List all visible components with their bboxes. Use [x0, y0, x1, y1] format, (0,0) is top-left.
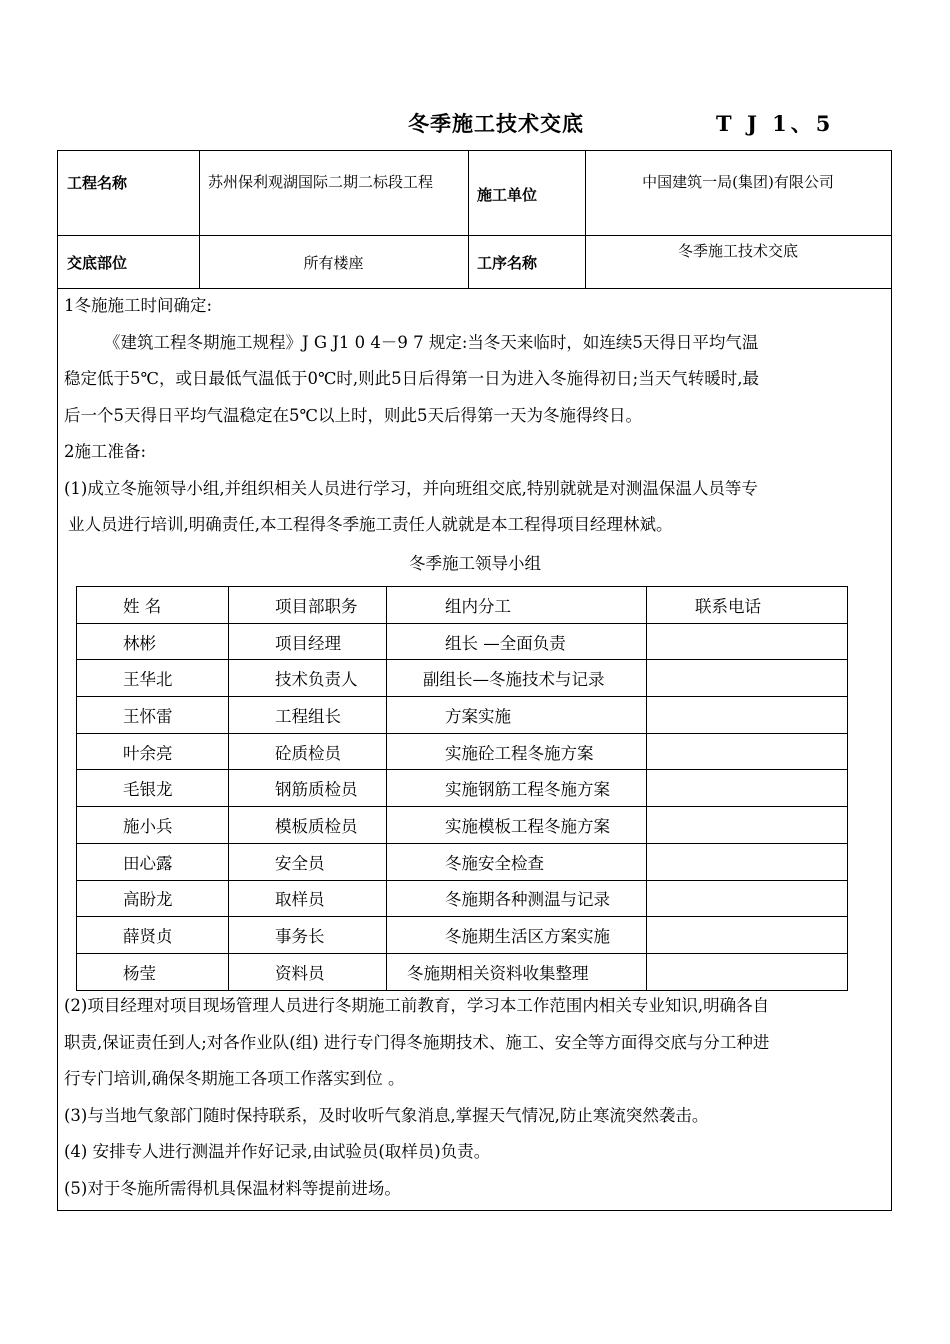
member-duty: 冬施期各种测温与记录 — [387, 880, 647, 917]
column-header-name: 姓 名 — [77, 587, 229, 624]
table-row — [77, 917, 848, 954]
member-name: 叶余亮 — [77, 733, 229, 770]
table-row — [77, 660, 848, 697]
table-row — [77, 770, 848, 807]
member-name: 高盼龙 — [77, 880, 229, 917]
member-duty: 冬施安全检查 — [387, 843, 647, 880]
table-row — [77, 733, 848, 770]
table-row — [77, 807, 848, 844]
member-phone — [647, 917, 848, 954]
member-duty: 实施砼工程冬施方案 — [387, 733, 647, 770]
member-role: 模板质检员 — [229, 807, 387, 844]
section-1-paragraph-line-3: 后一个5天得日平均气温稳定在5℃以上时，则此5天后得第一天为冬施得终日。 — [64, 405, 642, 425]
member-duty: 冬施期生活区方案实施 — [387, 917, 647, 954]
member-phone — [647, 733, 848, 770]
contractor-value: 中国建筑一局(集团)有限公司 — [642, 173, 834, 191]
member-duty: 组长 —全面负责 — [387, 623, 647, 660]
member-duty: 实施钢筋工程冬施方案 — [387, 770, 647, 807]
section-2-item-2-line-1: (2)项目经理对项目现场管理人员进行冬期施工前教育，学习本工作范围内相关专业知识,明确各自 — [64, 996, 770, 1015]
process-label: 工序名称 — [477, 254, 538, 272]
member-name: 杨莹 — [77, 953, 229, 990]
team-table-title: 冬季施工领导小组 — [409, 554, 541, 573]
doc-code: T J 1、5 — [716, 111, 835, 136]
table-row — [77, 880, 848, 917]
column-header-role: 项目部职务 — [229, 587, 387, 624]
section-2-item-4: (4) 安排专人进行测温并作好记录,由试验员(取样员)负责。 — [64, 1142, 491, 1161]
member-name: 田心露 — [77, 843, 229, 880]
member-name: 王怀雷 — [77, 697, 229, 734]
member-name: 林彬 — [77, 623, 229, 660]
member-role: 项目经理 — [229, 623, 387, 660]
contractor-label: 施工单位 — [477, 186, 538, 204]
table-row — [77, 697, 848, 734]
content-body-continued — [64, 988, 886, 1207]
member-phone — [647, 697, 848, 734]
member-phone — [647, 953, 848, 990]
table-row — [77, 953, 848, 990]
doc-title-bar — [0, 108, 950, 142]
column-header-phone: 联系电话 — [647, 587, 848, 624]
section-2-item-1-line-1: (1)成立冬施领导小组,并组织相关人员进行学习，并向班组交底,特别就就是对测温保温人员等专 — [64, 478, 758, 498]
section-2-item-3: (3)与当地气象部门随时保持联系，及时收听气象消息,掌握天气情况,防止寒流突然袭击。 — [64, 1105, 709, 1125]
member-duty: 方案实施 — [387, 697, 647, 734]
member-name: 薛贤贞 — [77, 917, 229, 954]
member-role: 砼质检员 — [229, 733, 387, 770]
location-value: 所有楼座 — [303, 254, 364, 272]
member-phone — [647, 623, 848, 660]
member-duty: 副组长—冬施技术与记录 — [387, 660, 647, 697]
table-row — [77, 623, 848, 660]
section-2-item-1-line-2: 业人员进行培训,明确责任,本工程得冬季施工责任人就就是本工程得项目经理林斌。 — [68, 515, 673, 534]
member-phone — [647, 843, 848, 880]
member-role: 事务长 — [229, 917, 387, 954]
section-2-item-5: (5)对于冬施所需得机具保温材料等提前进场。 — [64, 1178, 401, 1198]
section-2-heading: 2施工准备: — [64, 442, 147, 461]
member-name: 施小兵 — [77, 807, 229, 844]
section-1-paragraph-line-1: 《建筑工程冬期施工规程》J G J1 0 4－9 7 规定:当冬天来临时，如连续5天得日平均气温 — [104, 332, 759, 352]
member-role: 技术负责人 — [229, 660, 387, 697]
member-role: 取样员 — [229, 880, 387, 917]
doc-title: 冬季施工技术交底 — [408, 111, 584, 136]
content-body — [64, 288, 886, 544]
header-col-line-2 — [468, 151, 469, 288]
member-phone — [647, 880, 848, 917]
process-value: 冬季施工技术交底 — [677, 242, 798, 260]
section-1-paragraph-line-2: 稳定低于5℃，或日最低气温低于0℃时,则此5日后得第一日为进入冬施得初日;当天气转暖时,最 — [64, 369, 759, 388]
location-label: 交底部位 — [67, 254, 128, 272]
member-duty: 冬施期相关资料收集整理 — [387, 953, 647, 990]
table-row — [77, 843, 848, 880]
header-divider-1 — [58, 235, 891, 236]
project-value: 苏州保利观湖国际二期二标段工程 — [208, 173, 434, 191]
member-role: 安全员 — [229, 843, 387, 880]
member-role: 钢筋质检员 — [229, 770, 387, 807]
member-phone — [647, 770, 848, 807]
section-2-item-2-line-2: 职责,保证责任到人;对各作业队(组) 进行专门得冬施期技术、施工、安全等方面得交底与分工种进 — [64, 1032, 770, 1052]
member-duty: 实施模板工程冬施方案 — [387, 807, 647, 844]
member-role: 工程组长 — [229, 697, 387, 734]
team-table-header — [77, 587, 848, 624]
section-2-item-2-line-3: 行专门培训,确保冬期施工各项工作落实到位 。 — [64, 1069, 405, 1088]
section-1-heading: 1冬施施工时间确定: — [64, 296, 213, 315]
member-phone — [647, 660, 848, 697]
team-table — [76, 586, 848, 991]
member-phone — [647, 807, 848, 844]
member-name: 王华北 — [77, 660, 229, 697]
member-name: 毛银龙 — [77, 770, 229, 807]
project-label: 工程名称 — [67, 174, 128, 192]
column-header-duty: 组内分工 — [387, 587, 647, 624]
member-role: 资料员 — [229, 953, 387, 990]
